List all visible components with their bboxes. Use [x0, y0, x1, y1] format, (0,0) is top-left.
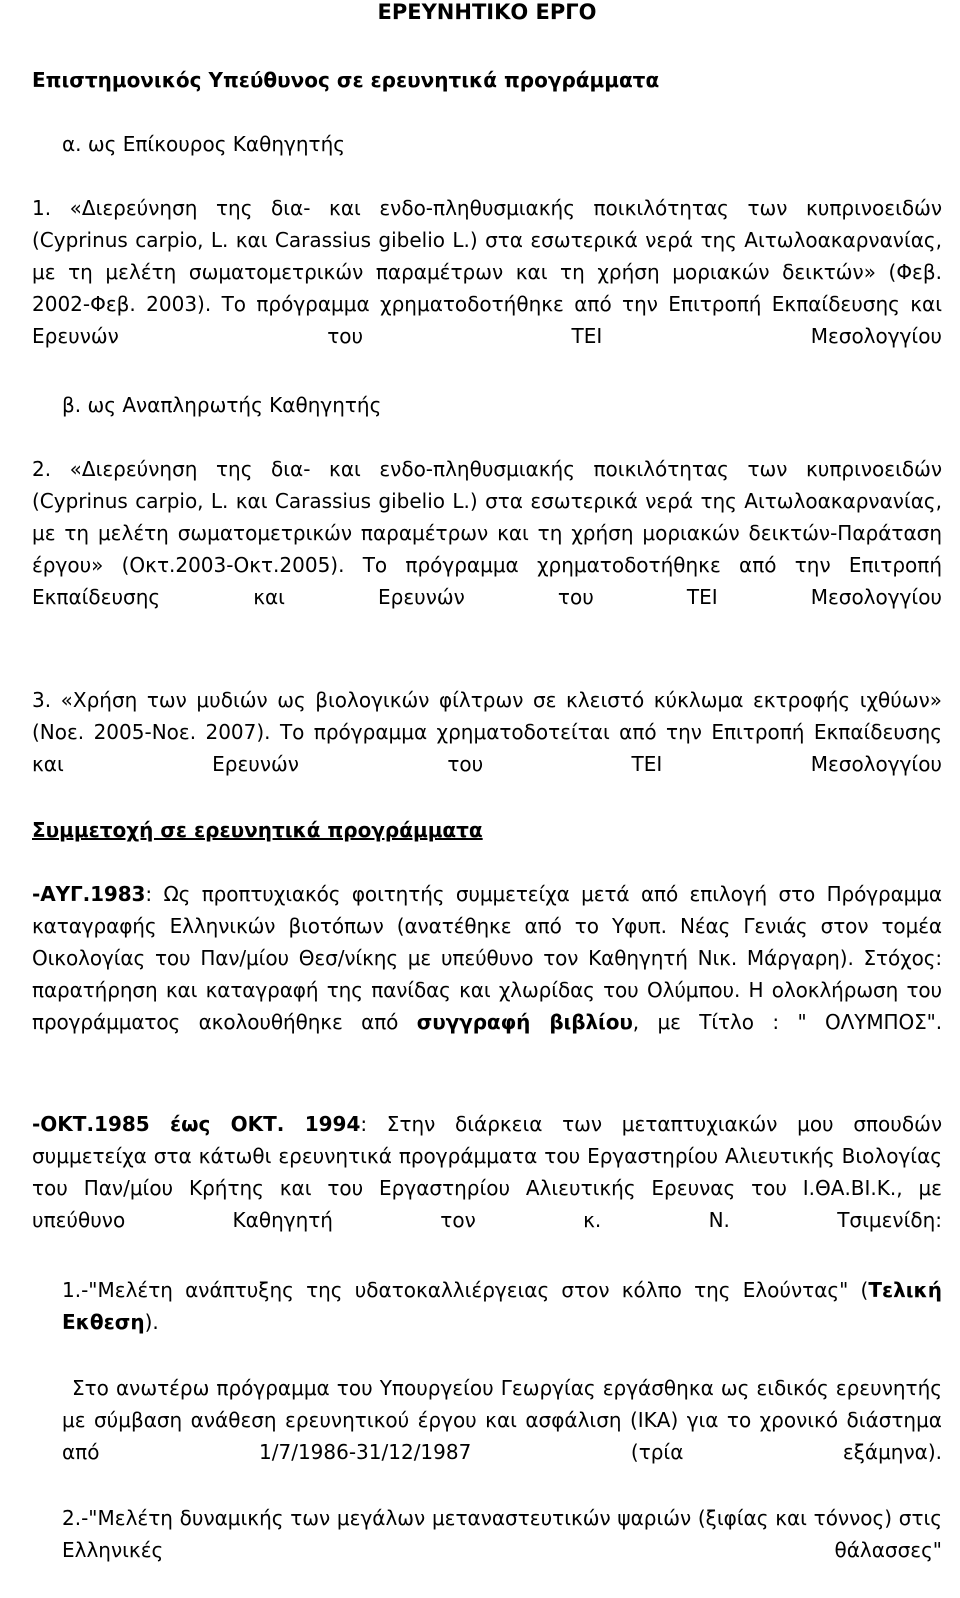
sub-project-1-note	[32, 1372, 942, 1500]
page-title: ΕΡΕΥΝΗΤΙΚΟ ΕΡΓΟ	[377, 0, 597, 24]
subheading-assistant-professor: α. ως Επίκουρος Καθηγητής	[62, 132, 345, 156]
participation-1985-text: : Στην διάρκεια των μεταπτυχιακών μου σπουδών συμμετείχα στα κάτωθι ερευνητικά προγράμματα του Εργαστηρίου Αλιευτικής Βιολογίας του Παν/μίου Κρήτης και του Εργαστηρίου Αλιευτικής Ερευνας του Ι.ΘΑ.ΒΙ.Κ., με υπεύθυνο Καθηγητή τον κ. Ν. Τσιμενίδη:	[32, 1112, 943, 1232]
sub-project-2: 2.-"Μελέτη δυναμικής των μεγάλων μεταναστευτικών ψαριών (ξιφίας και τόννος) στις Ελληνικές θάλασσες"	[62, 1506, 942, 1562]
participation-1983-date: -ΑΥΓ.1983	[32, 882, 146, 906]
sub-project-1-report: Τελική Εκθεση	[62, 1278, 942, 1334]
participation-1983	[32, 878, 942, 1070]
project-item-3: 3. «Χρήση των μυδιών ως βιολογικών φίλτρων σε κλειστό κύκλωμα εκτροφής ιχθύων» (Νοε. 2005-Νοε. 2007). Το πρόγραμμα χρηματοδοτείται από την Επιτροπή Εκπαίδευσης και Ερευνών του ΤΕΙ Μεσολογγίου	[32, 688, 942, 776]
participation-1983-book: συγγραφή βιβλίου	[416, 1010, 633, 1034]
project-item-1: 1. «Διερεύνηση της δια- και ενδο-πληθυσμιακής ποικιλότητας των κυπρινοειδών (Cyprinus carpio, L. και Carassius gibelio L.) στα εσωτερικά νερά της Αιτωλοακαρνανίας, με τη μελέτη σωματομετρικών παραμέτρων και τη χρήση μοριακών δεικτών» (Φεβ. 2002-Φεβ. 2003). Το πρόγραμμα χρηματοδοτήθηκε από την Επιτροπή Εκπαίδευσης και Ερευνών του ΤΕΙ Μεσολογγίου	[32, 196, 942, 348]
subheading-associate-professor: β. ως Αναπληρωτής Καθηγητής	[62, 393, 382, 417]
sub-project-1-end: ).	[144, 1310, 159, 1334]
participation-1983-end: , με Τίτλο : " ΟΛΥΜΠΟΣ".	[632, 1010, 942, 1034]
sub-project-1	[32, 1274, 942, 1370]
sub-project-1-text: 1.-"Μελέτη ανάπτυξης της υδατοκαλλιέργειας στον κόλπο της Ελούντας" (	[62, 1278, 869, 1302]
participation-1985-date: -ΟΚΤ.1985 έως ΟΚΤ. 1994	[32, 1112, 361, 1136]
section-heading-research-lead: Επιστημονικός Υπεύθυνος σε ερευνητικά προγράμματα	[32, 68, 660, 92]
section-heading-participation: Συμμετοχή σε ερευνητικά προγράμματα	[32, 818, 483, 842]
project-item-2: 2. «Διερεύνηση της δια- και ενδο-πληθυσμιακής ποικιλότητας των κυπρινοειδών (Cyprinus carpio, L. και Carassius gibelio L.) στα εσωτερικά νερά της Αιτωλοακαρνανίας, με τη μελέτη σωματομετρικών παραμέτρων και τη χρήση μοριακών δεικτών-Παράταση έργου» (Οκτ.2003-Οκτ.2005). Το πρόγραμμα χρηματοδοτήθηκε από την Επιτροπή Εκπαίδευσης και Ερευνών του ΤΕΙ Μεσολογγίου	[32, 457, 942, 609]
participation-1985-1994	[32, 1108, 942, 1268]
participation-1983-text: : Ως προπτυχιακός φοιτητής συμμετείχα μετά από επιλογή στο Πρόγραμμα καταγραφής Ελληνικών βιοτόπων (ανατέθηκε από το Υφυπ. Νέας Γενιάς στον τομέα Οικολογίας του Παν/μίου Θεσ/νίκης με υπεύθυνο τον Καθηγητή Νικ. Μάργαρη). Στόχος: παρατήρηση και καταγραφή της πανίδας και χλωρίδας του Ολύμπου. Η ολοκλήρωση του προγράμματος ακολουθήθηκε από	[32, 882, 942, 1034]
sub-project-1-note-text: Στο ανωτέρω πρόγραμμα του Υπουργείου Γεωργίας εργάσθηκα ως ειδικός ερευνητής με σύμβαση ανάθεση ερευνητικού έργου και ασφάλιση (ΙΚΑ) για το χρονικό διάστημα από 1/7/1986-31/12/1987 (τρία εξάμηνα).	[62, 1376, 942, 1464]
